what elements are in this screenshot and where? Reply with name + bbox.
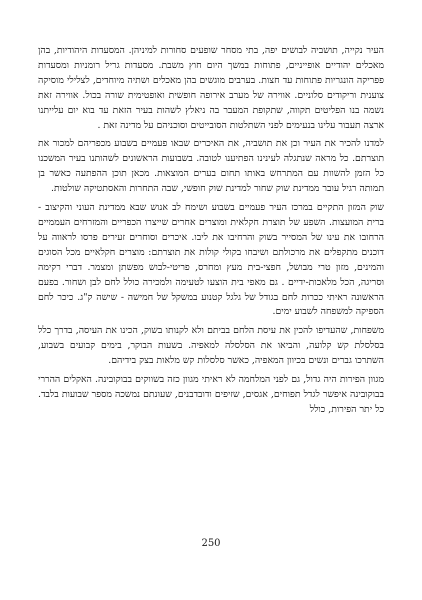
paragraph-3: שוק המזון התקיים במרכז העיר פעמיים בשבוע ושימח לב אנוש שבא ממדינת העוני והקיצוב - ברית המועצות. השפע של תוצרת חקלאית ומוצרים אחרים שייצרו הכפריים והמזרחים העממיים הרחובו את עינו של המסייר בשוק והרחיבו את ליבו. איכרים וסוחרים זעירים פרסו לראווה על דוכנים מתקפלים את מרכולתם ושיבחו בקולי קולות את תוצרתם: מוצרים חקלאיים מכל הסוגים והמינים, מזון טרי מבושל, חפצי-בית מעץ ומחרס, פריטי-לבוש מפשתן ומצמר. דברי רקימה וסריגה, הכל מלאכות-ידיים . גם מאפי בית הוצעו לטעימה ולמכירה כולל לחם לבן ושחור. בפעם הראשונה ראיתי ככרות לחם בגודל של גלגל קטנוע במשקל של חמישה - שישה ק"ג. כיכר לחם הספיקה למשפחה לשבוע ימים. — [38, 202, 384, 318]
page-body — [38, 44, 384, 422]
paragraph-4: משפחות, שהעדיפו להכין את עיסת הלחם בביתם ולא לקנותו בשוק, הכינו את העיסה, בדרך כלל בסלסלת קש קלועה, והביאו את הסלסלה למאפיה. בשעות הבוקר, בימים קבועים בשבוע, השתרכו גברים ונשים בכיוון המאפיה, כאשר סלסלות קש מלאות בצק בידיהם. — [38, 325, 384, 367]
paragraph-5: מגוון הפירות היה גדול, גם לפני המלחמה לא ראיתי מגוון כזה בשווקים בבוקובינה. האקלים ההררי בבוקובינה איפשר לגדל תפוחים, אגסים, שזיפים ודובדבנים, שעונתם נמשכה מספר שבועות בלבד. כל יתר הפירות, כולל — [38, 374, 384, 415]
paragraph-1: העיר נקייה, תושביה לבושים יפה, בתי מסחר שופעים סחורות למיניהן. המסעדות היהודיות, בהן מאכלים יהודיים אופייניים, פתוחות במשך היום חוץ משבת. מסעדות גריל רומניות ומסעדות פפריקה הונגריות פתוחות עד חצות. בערבים מוגשים בהן מאכלים ושתיה מיוחדים, לצלילי מוסיקה צוענית וריקודים סלוניים. אווירה של מערב אירופה חופשית ואופטימית שורה בכול. אווירה זאת נשמה בנו הפליטים תקווה, שתקופת המעבר בה ניאלץ לשהות בעיר הזאת עד בוא יום עלייתנו ארצה תעבור עלינו בנעימים לפני השתלטות הסובייטים וסוכניהם על מדינה זאת . — [38, 45, 384, 131]
paragraph-2: למדנו להכיר את העיר וכן את תושביה, את האיכרים שבאו פעמיים בשבוע מכפריהם למכור את תוצרתם. כל מראה שנתגלה לעינינו הפתיענו לטובה. בשבועות הראשונים לשהותנו בעיר המשכנו כל הזמן להשוות עם המתרחש באותו תחום בערים המוצאות. מכאן תוכן ההפתעה כאשר בן תמותה רגיל עובר ממדינת שוק שחור למדינת שוק חופשי, שבה התחרות והאסתטיקה שולטות. — [38, 138, 384, 195]
page-number: 250 — [201, 538, 221, 549]
